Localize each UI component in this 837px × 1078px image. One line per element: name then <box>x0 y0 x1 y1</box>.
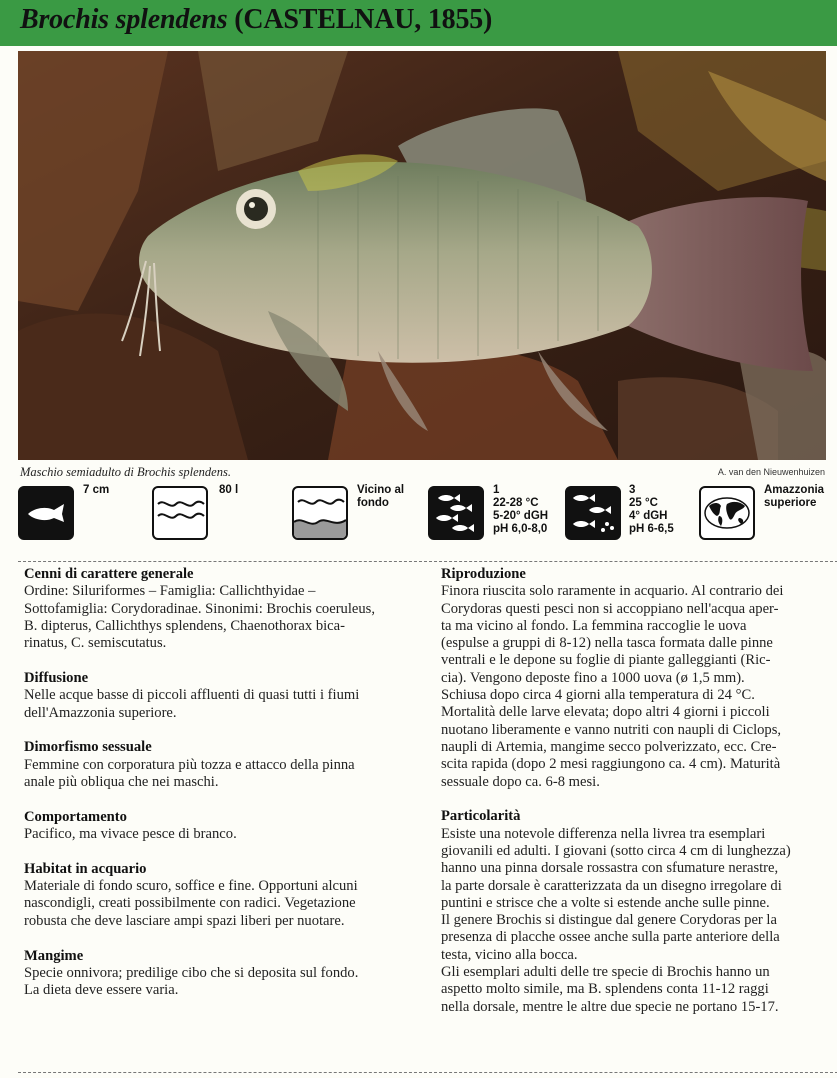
section-behaviour: Comportamento Pacifico, ma vivace pesce di branco. <box>24 808 237 843</box>
fish-size-icon <box>18 486 74 540</box>
fish-photo-illustration <box>18 51 826 460</box>
section-food: Mangime Specie onnivora; predilige cibo che si deposita sul fondo. La dieta deve essere varia. <box>24 947 359 999</box>
page-title <box>20 4 492 36</box>
photo-caption: Maschio semiadulto di Brochis splendens. <box>20 465 231 479</box>
water-parameters-icon <box>428 486 484 540</box>
distribution-label: Amazzonia superiore <box>764 484 825 509</box>
section-distribution: Diffusione Nelle acque basse di piccoli affluenti di quasi tutti i fiumi dell'Amazzonia superiore. <box>24 669 360 721</box>
section-divider-top <box>18 561 837 562</box>
fish-photo <box>18 51 826 460</box>
species-name: Brochis splendens <box>20 4 228 35</box>
section-general: Cenni di carattere generale Ordine: Siluriformes – Famiglia: Callichthyidae – Sottofamiglia: Corydoradinae. Sinonimi: Brochis coeruleus, B. dipterus, Callichthys splendens, Chaenothorax bica- rinatus, C. semiscutatus. <box>24 566 376 652</box>
right-column <box>441 566 830 1016</box>
section-dimorphism: Dimorfismo sessuale Femmine con corporatura più tozza e attacco della pinna anale più obliqua che nei maschi. <box>24 739 355 790</box>
swimming-zone-icon <box>292 486 348 540</box>
breeding-parameters-icon <box>565 486 621 540</box>
swimming-zone-label: Vicino al fondo <box>357 484 405 509</box>
title-bar <box>0 0 837 46</box>
fish-size-label: 7 cm <box>83 484 110 496</box>
tank-volume-label: 80 l <box>219 484 239 496</box>
breeding-parameters-label: 3 25 °C 4° dGH pH 6-6,5 <box>629 484 674 535</box>
species-author: (CASTELNAU, 1855) <box>234 4 493 35</box>
photo-credit: A. van den Nieuwenhuizen <box>717 467 825 477</box>
section-reproduction: Riproduzione Finora riuscita solo raramente in acquario. Al contrario dei Corydoras questi pesci non si accoppiano nell'acqua aper- ta ma vicino al fondo. La femmina raccoglie le uova (espulse a gruppi di 8-12) nella tasca formata dalle pinne ventrali e le depone su foglie di piante galleggianti (Ric- cia). Vengono deposte fino a 1000 uova (ø 1,5 mm). Schiusa dopo circa 4 giorni alla temperatura di 24 °C. Mortalità delle larve elevata; dopo altri 4 giorni i piccoli nuotano liberamente e vanno nutriti con naupli di Ciclops, naupli di Artemia, mangime secco polverizzato, ecc. Cre- scita rapida (dopo 2 mesi raggiungono ca. 4 cm). Maturità sessuale dopo ca. 6-8 mesi. <box>441 566 784 790</box>
section-habitat: Habitat in acquario Materiale di fondo scuro, soffice e fine. Opportuni alcuni nascondigli, creati possibilmente con radici. Vegetazione robusta che deve lasciare ampi spazi liberi per nuotare. <box>24 860 358 929</box>
water-parameters-label: 1 22-28 °C 5-20° dGH pH 6,0-8,0 <box>493 484 549 535</box>
world-map-icon <box>699 486 755 540</box>
tank-volume-icon <box>152 486 208 540</box>
left-column <box>24 566 414 999</box>
section-peculiarities: Particolarità Esiste una notevole differenza nella livrea tra esemplari giovanili ed adulti. I giovani (sotto circa 4 cm di lunghezza) hanno una pinna dorsale rossastra con sfumature nerastre, la parte dorsale è caratterizzata da un disegno irregolare di puntini e strisce che a volte si estende anche sulle pinne. Il genere Brochis si distingue dal genere Corydoras per la presenza di placche ossee anche sulla parte anteriore della testa, vicino alla bocca. Gli esemplari adulti delle tre specie di Brochis hanno un aspetto molto simile, ma B. splendens conta 11-12 raggi nella dorsale, mentre le altre due specie ne portano 15-17. <box>441 808 791 1015</box>
section-divider-bottom <box>18 1072 837 1073</box>
